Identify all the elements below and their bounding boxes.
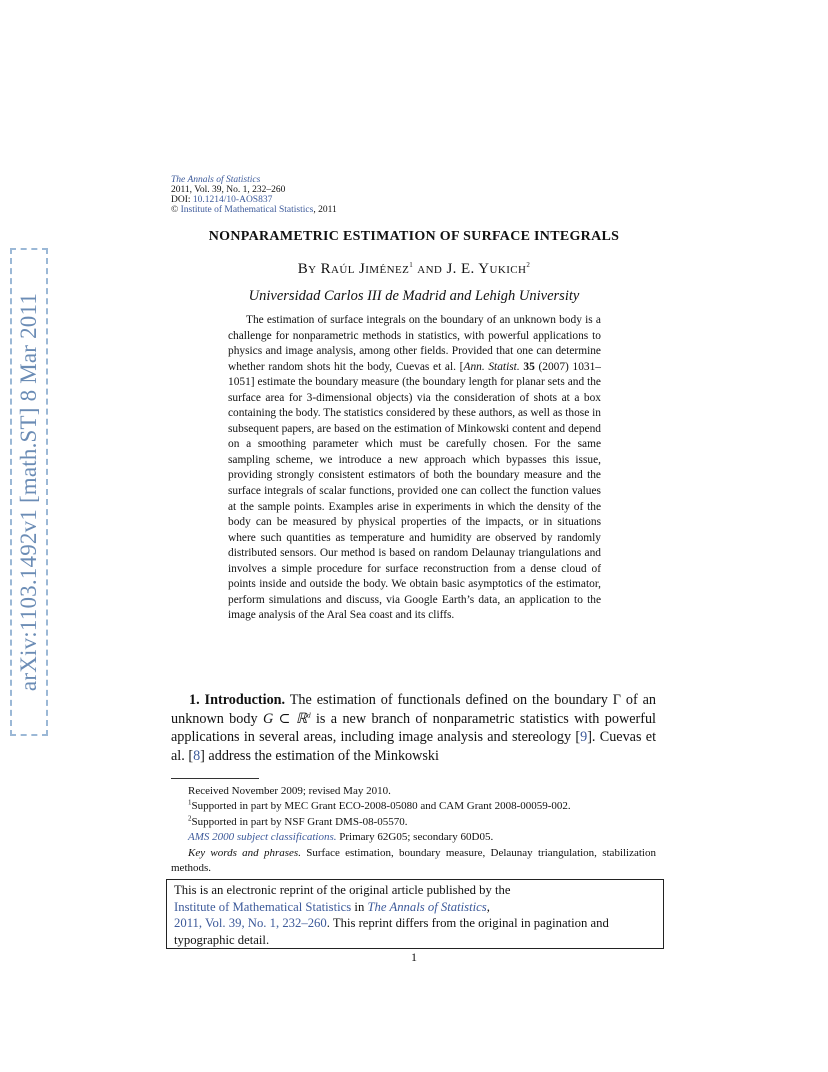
introduction-paragraph: 1. Introduction. The estimation of functionals defined on the boundary Γ of an unknown body G ⊂ ℝ$^d$ is a new branch of nonparametric statistics with powerful applications in several areas, including image analysis and stereology [9]. Cuevas et al. [8] address the estimation of the Minkowski bbox=[171, 692, 657, 764]
author-1-footnote-mark[interactable]: 1 bbox=[409, 261, 414, 269]
author-1: Raúl Jiménez bbox=[320, 261, 410, 277]
journal-header bbox=[171, 175, 337, 215]
abstract-volume: 35 bbox=[523, 360, 535, 373]
author-line: By Raúl Jiménez$^1$ and J. E. Yukich$^2$ bbox=[297, 261, 531, 277]
received-dates: Received November 2009; revised May 2010. bbox=[188, 785, 391, 797]
arxiv-identifier[interactable]: arXiv:1103.1492v1 [math.ST] 8 Mar 2011 bbox=[16, 292, 41, 692]
journal-volume: 2011, Vol. 39, No. 1, 232–260 bbox=[171, 185, 286, 195]
copyright-symbol: © bbox=[171, 205, 179, 215]
footnotes bbox=[171, 784, 656, 876]
journal-doi: DOI: 10.1214/10-AOS837 bbox=[171, 195, 273, 205]
reprint-notice-box: This is an electronic reprint of the original article published by the Institute of Mathematical Statistics in The Annals of Statistics, 2011, Vol. 39, No. 1, 232–260. This reprint differs from the original in pagination and typographic detail. bbox=[166, 879, 664, 949]
ams-classification: AMS 2000 subject classifications. Primary 62G05; secondary 60D05. bbox=[188, 831, 494, 844]
paper-title: NONPARAMETRIC ESTIMATION OF SURFACE INTEGRALS bbox=[208, 229, 620, 244]
page-number: 1 bbox=[411, 950, 417, 964]
author-2-footnote-mark[interactable]: 2 bbox=[526, 261, 531, 269]
reprint-journal-link[interactable]: The Annals of Statistics bbox=[367, 899, 487, 914]
abstract-journal-abbrev: Ann. Statist. bbox=[463, 360, 520, 373]
intro-math: G ⊂ ℝ bbox=[262, 710, 308, 727]
citation-link-8[interactable]: 8 bbox=[193, 747, 201, 764]
ims-link[interactable]: Institute of Mathematical Statistics bbox=[180, 205, 314, 215]
ams-link[interactable]: AMS 2000 subject classifications. bbox=[188, 831, 337, 844]
journal-copyright: © Institute of Mathematical Statistics, 2011 bbox=[171, 205, 337, 215]
reprint-citation-link[interactable]: 2011, Vol. 39, No. 1, 232–260 bbox=[174, 916, 327, 930]
keywords: Key words and phrases. Surface estimation, boundary measure, Delaunay triangulation, stabilization methods. bbox=[171, 846, 656, 875]
footnote-2: $^2$Supported in part by NSF Grant DMS-08-05570. bbox=[188, 814, 408, 828]
author-2: J. E. Yukich bbox=[446, 261, 527, 277]
reprint-ims-link[interactable]: Institute of Mathematical Statistics bbox=[174, 899, 352, 914]
footnote-rule bbox=[171, 778, 259, 779]
doi-link[interactable]: 10.1214/10-AOS837 bbox=[192, 195, 273, 205]
journal-name[interactable]: The Annals of Statistics bbox=[171, 175, 261, 185]
section-heading: 1. Introduction. bbox=[189, 692, 286, 708]
abstract: The estimation of surface integrals on the boundary of an unknown body is a challenge for nonparametric methods in statistics, with powerful applications to physics and image analysis, among other fields. Provided that one can determine whether random shots hit the body, Cuevas et al. [Ann. Statist. 35 (2007) 1031–1051] estimate the boundary measure (the boundary length for planar sets and the surface area for 3-dimensional objects) via the consideration of shots at a box containing the body. The statistics considered by these authors, as well as those in subsequent papers, are based on the estimation of Minkowski content and depend on a smoothing parameter which must be carefully chosen. For the same sampling scheme, we introduce a new approach which bypasses this issue, providing strongly consistent estimators of both the boundary measure and the surface integrals of scalar functions, provided one can collect the function values at the sample points. Examples arise in experiments in which the density of the body can be measured by physical properties of the impacts, or in situations where such quantities as temperature and humidity are observed by randomly distributed sensors. Our method is based on random Delaunay triangulations and involves a simple procedure for surface reconstruction from a dense cloud of points inside and outside the body. We obtain basic asymptotics of the estimator, perform simulations and discuss, via Google Earth’s data, an application to the image analysis of the Aral Sea coast and its cliffs. bbox=[228, 314, 601, 622]
affiliation: Universidad Carlos III de Madrid and Lehigh University bbox=[248, 288, 580, 304]
footnote-1: $^1$Supported in part by MEC Grant ECO-2008-05080 and CAM Grant 2008-00059-002. bbox=[188, 798, 571, 813]
citation-link-9[interactable]: 9 bbox=[580, 729, 588, 745]
arxiv-stamp bbox=[10, 248, 48, 736]
